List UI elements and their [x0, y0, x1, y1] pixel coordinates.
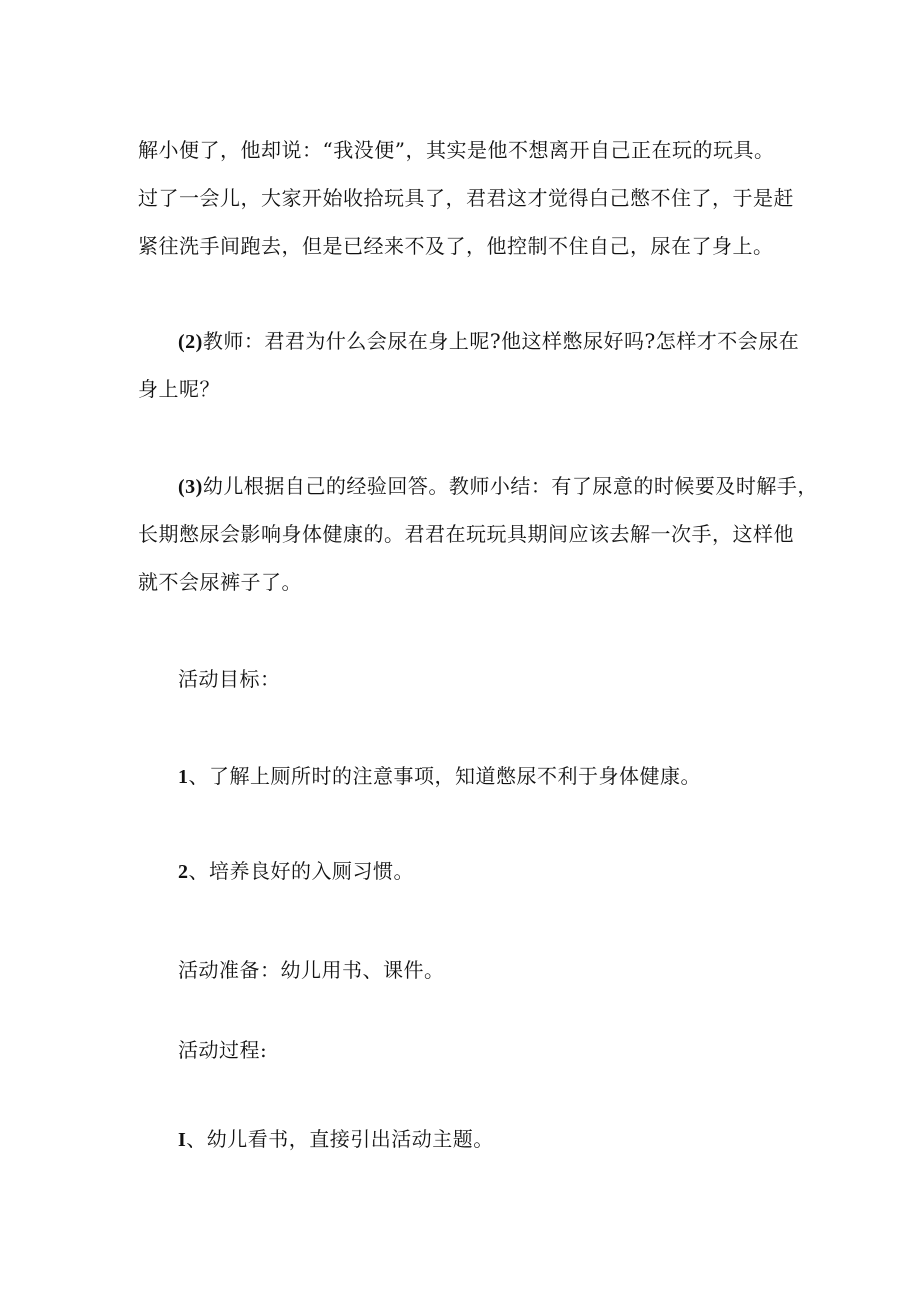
- process-item-1-text: 、幼儿看书，直接引出活动主题。: [186, 1127, 494, 1151]
- goal-item-2-number: 2: [178, 861, 189, 883]
- step3-text: 幼儿根据自己的经验回答。教师小结：有了尿意的时候要及时解手，: [202, 474, 818, 498]
- step2-text: 教师：君君为什么会尿在身上呢?他这样憋尿好吗?怎样才不会尿在: [202, 329, 800, 353]
- step3-number: (3): [178, 476, 203, 498]
- step2-number: (2): [178, 331, 203, 353]
- goal-item-1-number: 1: [178, 766, 189, 788]
- step2-line-1: [178, 329, 799, 354]
- process-item-1: [178, 1127, 494, 1152]
- preparation-line: 活动准备：幼儿用书、课件。: [178, 958, 445, 982]
- story-line-2: 过了一会儿，大家开始收拾玩具了，君君这才觉得白己憋不住了，于是赶: [138, 186, 794, 210]
- goal-item-2: [178, 859, 414, 884]
- process-item-1-number: I: [178, 1129, 187, 1151]
- step3-line-3: 就不会尿裤子了。: [138, 570, 302, 594]
- step2-line-2: 身上呢？: [138, 377, 220, 401]
- goals-heading: 活动目标：: [178, 667, 281, 691]
- step3-line-2: 长期憋尿会影响身体健康的。君君在玩玩具期间应该去解一次手，这样他: [138, 522, 794, 546]
- step3-line-1: [178, 474, 818, 499]
- goal-item-2-text: 、培养良好的入厕习惯。: [188, 859, 414, 883]
- goal-item-1: [178, 764, 701, 789]
- story-line-1: 解小便了，他却说：“我没便”，其实是他不想离开自己正在玩的玩具。: [138, 138, 775, 162]
- process-heading: 活动过程:: [178, 1038, 268, 1062]
- goal-item-1-text: 、了解上厕所时的注意事项，知道憋尿不利于身体健康。: [188, 764, 701, 788]
- story-line-3: 紧往洗手间跑去，但是已经来不及了，他控制不住自己，尿在了身上。: [138, 234, 774, 258]
